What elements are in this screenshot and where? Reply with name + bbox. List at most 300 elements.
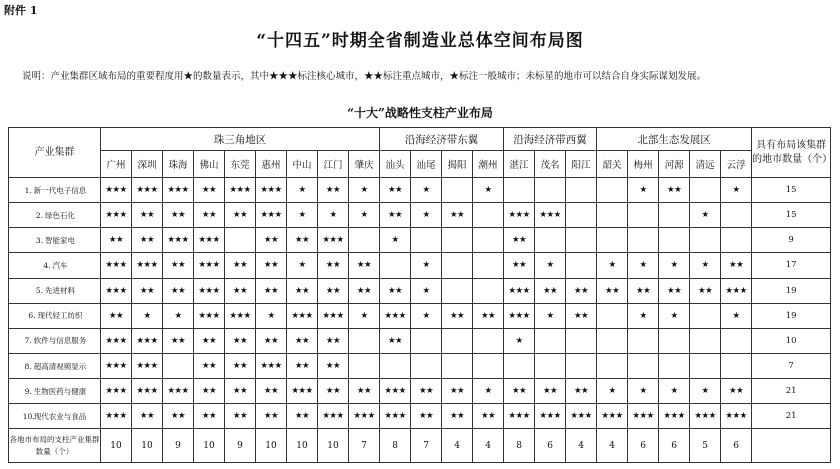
star-rating-cell: ★★ <box>225 253 256 278</box>
footer-label: 各地市布局的支柱产业集群数量（个） <box>9 429 101 463</box>
star-rating-cell <box>473 353 504 378</box>
star-rating-cell: ★ <box>628 253 659 278</box>
cluster-name <box>9 404 101 429</box>
attachment-label: 附件 1 <box>4 4 38 17</box>
star-rating-cell <box>597 328 628 353</box>
star-rating-cell <box>473 228 504 253</box>
star-rating-cell: ★★ <box>318 253 349 278</box>
city-count-cell: 7 <box>752 353 831 378</box>
star-rating-cell: ★★★ <box>535 203 566 228</box>
cluster-name <box>9 178 101 203</box>
cluster-number: 8. <box>24 361 32 371</box>
star-rating-cell: ★★ <box>318 278 349 303</box>
star-rating-cell: ★★ <box>349 278 380 303</box>
star-rating-cell: ★ <box>380 228 411 253</box>
header-cluster: 产业集群 <box>9 128 101 178</box>
city-header: 肇庆 <box>349 151 380 178</box>
star-rating-cell: ★ <box>597 253 628 278</box>
cluster-label: 现代轻工纺织 <box>37 311 83 321</box>
cluster-name <box>9 278 101 303</box>
star-rating-cell <box>535 178 566 203</box>
star-rating-cell: ★★ <box>132 278 163 303</box>
star-rating-cell <box>690 178 721 203</box>
star-rating-cell: ★ <box>721 303 752 328</box>
city-count-cell: 17 <box>752 253 831 278</box>
star-rating-cell <box>411 328 442 353</box>
city-header: 阳江 <box>566 151 597 178</box>
star-rating-cell <box>442 178 473 203</box>
table-row <box>9 278 831 303</box>
cluster-count-cell: 10 <box>256 429 287 463</box>
star-rating-cell: ★★★ <box>132 178 163 203</box>
star-rating-cell: ★★ <box>194 404 225 429</box>
star-rating-cell: ★★ <box>287 278 318 303</box>
star-rating-cell: ★ <box>256 303 287 328</box>
star-rating-cell: ★★ <box>225 278 256 303</box>
star-rating-cell: ★ <box>659 379 690 404</box>
star-rating-cell: ★★★ <box>101 203 132 228</box>
region-header: 沿海经济带东翼 <box>380 128 504 151</box>
star-rating-cell <box>473 253 504 278</box>
star-rating-cell: ★★ <box>442 303 473 328</box>
star-rating-cell: ★★ <box>287 228 318 253</box>
cluster-count-cell: 6 <box>659 429 690 463</box>
star-rating-cell <box>473 278 504 303</box>
cluster-count-cell: 6 <box>535 429 566 463</box>
star-rating-cell: ★ <box>411 278 442 303</box>
star-rating-cell <box>442 278 473 303</box>
star-rating-cell: ★★★ <box>256 353 287 378</box>
star-rating-cell: ★★ <box>442 379 473 404</box>
star-rating-cell: ★★ <box>225 353 256 378</box>
star-rating-cell: ★★ <box>349 379 380 404</box>
star-rating-cell: ★★ <box>101 228 132 253</box>
empty-cell <box>752 429 831 463</box>
cluster-count-cell: 7 <box>349 429 380 463</box>
header-total: 具有布局该集群的地市数量（个） <box>752 128 831 178</box>
star-rating-cell: ★★★ <box>318 228 349 253</box>
star-rating-cell <box>411 228 442 253</box>
star-rating-cell: ★★★ <box>318 404 349 429</box>
star-rating-cell: ★★★ <box>349 404 380 429</box>
cluster-count-cell: 10 <box>101 429 132 463</box>
star-rating-cell <box>597 353 628 378</box>
star-rating-cell: ★★★ <box>101 404 132 429</box>
star-rating-cell: ★ <box>287 253 318 278</box>
cluster-label: 新一代电子信息 <box>33 185 87 195</box>
star-rating-cell: ★★ <box>256 404 287 429</box>
star-rating-cell: ★★★ <box>504 303 535 328</box>
star-rating-cell: ★★★ <box>535 404 566 429</box>
region-header: 北部生态发展区 <box>597 128 752 151</box>
star-rating-cell: ★★★ <box>225 303 256 328</box>
star-rating-cell: ★★ <box>318 353 349 378</box>
star-rating-cell: ★ <box>318 203 349 228</box>
star-rating-cell: ★★ <box>163 328 194 353</box>
star-rating-cell: ★★ <box>132 203 163 228</box>
star-rating-cell: ★★ <box>287 404 318 429</box>
star-rating-cell: ★★ <box>132 404 163 429</box>
star-rating-cell: ★ <box>132 303 163 328</box>
table-row <box>9 253 831 278</box>
cluster-name <box>9 228 101 253</box>
star-rating-cell: ★★ <box>256 328 287 353</box>
star-rating-cell <box>566 328 597 353</box>
star-rating-cell: ★★ <box>380 278 411 303</box>
star-rating-cell <box>566 228 597 253</box>
city-header: 佛山 <box>194 151 225 178</box>
table-row <box>9 404 831 429</box>
legend-note: 说明：产业集群区域布局的重要程度用★的数量表示，其中★★★标注核心城市，★★标注重点城市，★标注一般城市；未标星的地市可以结合自身实际谋划发展。 <box>22 71 707 82</box>
cluster-count-cell: 4 <box>566 429 597 463</box>
star-rating-cell: ★ <box>473 379 504 404</box>
star-rating-cell <box>628 328 659 353</box>
star-rating-cell <box>721 328 752 353</box>
city-header: 惠州 <box>256 151 287 178</box>
star-rating-cell: ★★ <box>132 228 163 253</box>
star-rating-cell <box>442 253 473 278</box>
star-rating-cell: ★★ <box>163 278 194 303</box>
city-count-cell: 19 <box>752 278 831 303</box>
table-row <box>9 328 831 353</box>
star-rating-cell: ★★ <box>256 379 287 404</box>
city-header: 珠海 <box>163 151 194 178</box>
star-rating-cell: ★★★ <box>194 228 225 253</box>
star-rating-cell: ★★ <box>318 379 349 404</box>
star-rating-cell: ★★ <box>690 278 721 303</box>
page-title: “十四五”时期全省制造业总体空间布局图 <box>256 31 584 51</box>
star-rating-cell: ★ <box>287 178 318 203</box>
table-row <box>9 353 831 378</box>
city-header: 茂名 <box>535 151 566 178</box>
star-rating-cell: ★★ <box>473 303 504 328</box>
star-rating-cell: ★★ <box>566 303 597 328</box>
star-rating-cell: ★★★ <box>194 303 225 328</box>
star-rating-cell: ★★★ <box>287 303 318 328</box>
cluster-number: 7. <box>24 336 32 346</box>
star-rating-cell: ★★ <box>194 178 225 203</box>
cluster-count-cell: 4 <box>473 429 504 463</box>
star-rating-cell: ★★★ <box>566 404 597 429</box>
cluster-count-cell: 8 <box>380 429 411 463</box>
star-rating-cell <box>659 228 690 253</box>
city-header: 东莞 <box>225 151 256 178</box>
star-rating-cell <box>659 203 690 228</box>
city-header: 韶关 <box>597 151 628 178</box>
star-rating-cell: ★★ <box>256 278 287 303</box>
star-rating-cell: ★★★ <box>163 178 194 203</box>
cluster-number: 4. <box>43 260 51 270</box>
star-rating-cell: ★★★ <box>225 178 256 203</box>
star-rating-cell: ★★ <box>287 328 318 353</box>
city-header: 潮州 <box>473 151 504 178</box>
city-header: 广州 <box>101 151 132 178</box>
cluster-number: 2. <box>35 210 44 220</box>
city-header: 湛江 <box>504 151 535 178</box>
cluster-count-cell: 6 <box>628 429 659 463</box>
star-rating-cell: ★★ <box>101 303 132 328</box>
star-rating-cell: ★★★ <box>132 328 163 353</box>
star-rating-cell: ★ <box>597 379 628 404</box>
star-rating-cell <box>225 228 256 253</box>
city-count-cell: 15 <box>752 203 831 228</box>
star-rating-cell <box>411 353 442 378</box>
star-rating-cell: ★★ <box>504 253 535 278</box>
star-rating-cell: ★ <box>473 178 504 203</box>
star-rating-cell: ★★★ <box>101 253 132 278</box>
star-rating-cell <box>721 353 752 378</box>
star-rating-cell <box>628 228 659 253</box>
region-header: 珠三角地区 <box>101 128 380 151</box>
city-header: 梅州 <box>628 151 659 178</box>
star-rating-cell: ★★ <box>256 228 287 253</box>
cluster-label: 先进材料 <box>45 286 75 296</box>
cluster-name <box>9 203 101 228</box>
star-rating-cell: ★★ <box>504 228 535 253</box>
star-rating-cell <box>442 328 473 353</box>
star-rating-cell: ★★ <box>535 278 566 303</box>
star-rating-cell: ★★ <box>163 203 194 228</box>
star-rating-cell: ★ <box>659 303 690 328</box>
star-rating-cell: ★★ <box>287 353 318 378</box>
star-rating-cell: ★★★ <box>721 404 752 429</box>
star-rating-cell <box>690 328 721 353</box>
star-rating-cell <box>380 253 411 278</box>
city-count-cell: 10 <box>752 328 831 353</box>
cluster-label: 智能家电 <box>45 235 75 245</box>
star-rating-cell: ★★ <box>318 328 349 353</box>
star-rating-cell <box>380 353 411 378</box>
star-rating-cell: ★★ <box>318 178 349 203</box>
city-header: 汕尾 <box>411 151 442 178</box>
star-rating-cell: ★★ <box>535 379 566 404</box>
star-rating-cell: ★ <box>690 203 721 228</box>
star-rating-cell: ★★★ <box>504 203 535 228</box>
table-subtitle: “十大”战略性支柱产业布局 <box>347 106 493 120</box>
star-rating-cell: ★★ <box>163 253 194 278</box>
star-rating-cell: ★★★ <box>101 178 132 203</box>
star-rating-cell: ★★ <box>163 404 194 429</box>
cluster-name <box>9 253 101 278</box>
star-rating-cell: ★★★ <box>101 379 132 404</box>
cluster-number: 5. <box>35 286 44 296</box>
cluster-label: 汽车 <box>52 260 68 270</box>
star-rating-cell <box>721 203 752 228</box>
city-header: 清远 <box>690 151 721 178</box>
star-rating-cell: ★ <box>628 178 659 203</box>
star-rating-cell: ★★★ <box>132 353 163 378</box>
star-rating-cell: ★ <box>411 303 442 328</box>
star-rating-cell <box>628 203 659 228</box>
cluster-count-cell: 10 <box>194 429 225 463</box>
cluster-name <box>9 379 101 404</box>
city-count-cell: 19 <box>752 303 831 328</box>
cluster-count-cell: 9 <box>225 429 256 463</box>
star-rating-cell: ★★★ <box>380 303 411 328</box>
star-rating-cell: ★★★ <box>504 278 535 303</box>
star-rating-cell <box>566 353 597 378</box>
star-rating-cell: ★★★ <box>256 203 287 228</box>
star-rating-cell: ★★ <box>194 203 225 228</box>
city-header: 江门 <box>318 151 349 178</box>
cluster-count-cell: 7 <box>411 429 442 463</box>
star-rating-cell: ★ <box>411 253 442 278</box>
star-rating-cell <box>566 203 597 228</box>
star-rating-cell: ★★★ <box>101 328 132 353</box>
city-header: 河源 <box>659 151 690 178</box>
cluster-number: 3. <box>35 235 44 245</box>
cluster-count-cell: 10 <box>287 429 318 463</box>
star-rating-cell <box>473 203 504 228</box>
star-rating-cell: ★★ <box>411 379 442 404</box>
star-rating-cell: ★★★ <box>690 404 721 429</box>
star-rating-cell <box>163 353 194 378</box>
cluster-number: 1. <box>24 185 32 195</box>
cluster-number: 6. <box>28 311 36 321</box>
cluster-label: 绿色石化 <box>45 210 75 220</box>
star-rating-cell: ★ <box>690 379 721 404</box>
cluster-count-cell: 8 <box>504 429 535 463</box>
star-rating-cell: ★ <box>287 203 318 228</box>
star-rating-cell: ★★ <box>597 278 628 303</box>
star-rating-cell <box>597 228 628 253</box>
city-header: 云浮 <box>721 151 752 178</box>
star-rating-cell: ★★★ <box>287 379 318 404</box>
star-rating-cell: ★★ <box>473 404 504 429</box>
table-row <box>9 303 831 328</box>
star-rating-cell: ★ <box>349 303 380 328</box>
star-rating-cell: ★ <box>535 253 566 278</box>
star-rating-cell: ★ <box>411 203 442 228</box>
star-rating-cell: ★★ <box>256 253 287 278</box>
table-row <box>9 178 831 203</box>
star-rating-cell: ★★★ <box>101 353 132 378</box>
star-rating-cell: ★ <box>349 178 380 203</box>
star-rating-cell: ★★★ <box>628 404 659 429</box>
star-rating-cell: ★★ <box>442 404 473 429</box>
star-rating-cell: ★★★ <box>163 228 194 253</box>
table-row <box>9 228 831 253</box>
star-rating-cell: ★ <box>504 328 535 353</box>
cluster-name <box>9 303 101 328</box>
star-rating-cell <box>349 328 380 353</box>
cluster-number: 9. <box>24 386 32 396</box>
star-rating-cell: ★★★ <box>380 404 411 429</box>
star-rating-cell: ★ <box>535 303 566 328</box>
star-rating-cell: ★★★ <box>132 253 163 278</box>
city-header: 中山 <box>287 151 318 178</box>
star-rating-cell: ★★★ <box>659 404 690 429</box>
cluster-number: 10. <box>22 411 35 421</box>
star-rating-cell: ★★ <box>659 278 690 303</box>
star-rating-cell <box>721 228 752 253</box>
cluster-count-cell: 5 <box>690 429 721 463</box>
city-header: 深圳 <box>132 151 163 178</box>
star-rating-cell: ★★ <box>194 379 225 404</box>
industry-layout-table <box>8 127 831 463</box>
star-rating-cell: ★ <box>721 178 752 203</box>
star-rating-cell: ★★★ <box>194 253 225 278</box>
star-rating-cell <box>566 253 597 278</box>
cluster-count-cell: 10 <box>318 429 349 463</box>
cluster-count-cell: 10 <box>132 429 163 463</box>
star-rating-cell: ★ <box>628 303 659 328</box>
star-rating-cell <box>535 328 566 353</box>
star-rating-cell: ★ <box>349 203 380 228</box>
star-rating-cell: ★★ <box>380 203 411 228</box>
star-rating-cell: ★★ <box>659 178 690 203</box>
star-rating-cell <box>659 353 690 378</box>
star-rating-cell: ★★ <box>225 404 256 429</box>
star-rating-cell <box>566 178 597 203</box>
star-rating-cell: ★★ <box>721 253 752 278</box>
star-rating-cell: ★★ <box>194 328 225 353</box>
star-rating-cell: ★★★ <box>597 404 628 429</box>
star-rating-cell <box>597 203 628 228</box>
cluster-count-cell: 9 <box>163 429 194 463</box>
star-rating-cell: ★★ <box>194 353 225 378</box>
star-rating-cell: ★★ <box>504 379 535 404</box>
cluster-label: 超高清视频显示 <box>33 361 87 371</box>
cluster-count-cell: 4 <box>597 429 628 463</box>
cluster-count-cell: 4 <box>442 429 473 463</box>
cluster-label: 生物医药与健康 <box>33 386 87 396</box>
star-rating-cell: ★★ <box>349 253 380 278</box>
city-header: 揭阳 <box>442 151 473 178</box>
star-rating-cell: ★ <box>411 178 442 203</box>
star-rating-cell <box>597 178 628 203</box>
star-rating-cell: ★★★ <box>101 278 132 303</box>
star-rating-cell: ★ <box>628 379 659 404</box>
star-rating-cell: ★★ <box>225 328 256 353</box>
star-rating-cell: ★ <box>659 253 690 278</box>
star-rating-cell <box>349 228 380 253</box>
cluster-name <box>9 328 101 353</box>
city-count-cell: 21 <box>752 404 831 429</box>
city-header: 汕头 <box>380 151 411 178</box>
star-rating-cell <box>504 353 535 378</box>
star-rating-cell <box>473 328 504 353</box>
star-rating-cell <box>442 228 473 253</box>
cluster-count-cell: 6 <box>721 429 752 463</box>
cluster-name <box>9 353 101 378</box>
star-rating-cell: ★ <box>690 253 721 278</box>
star-rating-cell <box>535 353 566 378</box>
star-rating-cell <box>659 328 690 353</box>
star-rating-cell <box>597 303 628 328</box>
star-rating-cell: ★★ <box>628 278 659 303</box>
star-rating-cell: ★★ <box>721 379 752 404</box>
star-rating-cell: ★★ <box>380 328 411 353</box>
star-rating-cell <box>690 353 721 378</box>
star-rating-cell: ★★★ <box>256 178 287 203</box>
table-row <box>9 203 831 228</box>
star-rating-cell: ★★ <box>380 178 411 203</box>
star-rating-cell: ★★★ <box>504 404 535 429</box>
city-count-cell: 15 <box>752 178 831 203</box>
table-row <box>9 379 831 404</box>
star-rating-cell: ★★ <box>225 203 256 228</box>
star-rating-cell: ★★★ <box>318 303 349 328</box>
star-rating-cell: ★★★ <box>163 379 194 404</box>
star-rating-cell: ★★ <box>442 203 473 228</box>
star-rating-cell <box>504 178 535 203</box>
star-rating-cell: ★★★ <box>194 278 225 303</box>
cluster-label: 现代农业与食品 <box>33 411 87 421</box>
star-rating-cell <box>690 228 721 253</box>
star-rating-cell: ★★★ <box>721 278 752 303</box>
star-rating-cell: ★★★ <box>380 379 411 404</box>
